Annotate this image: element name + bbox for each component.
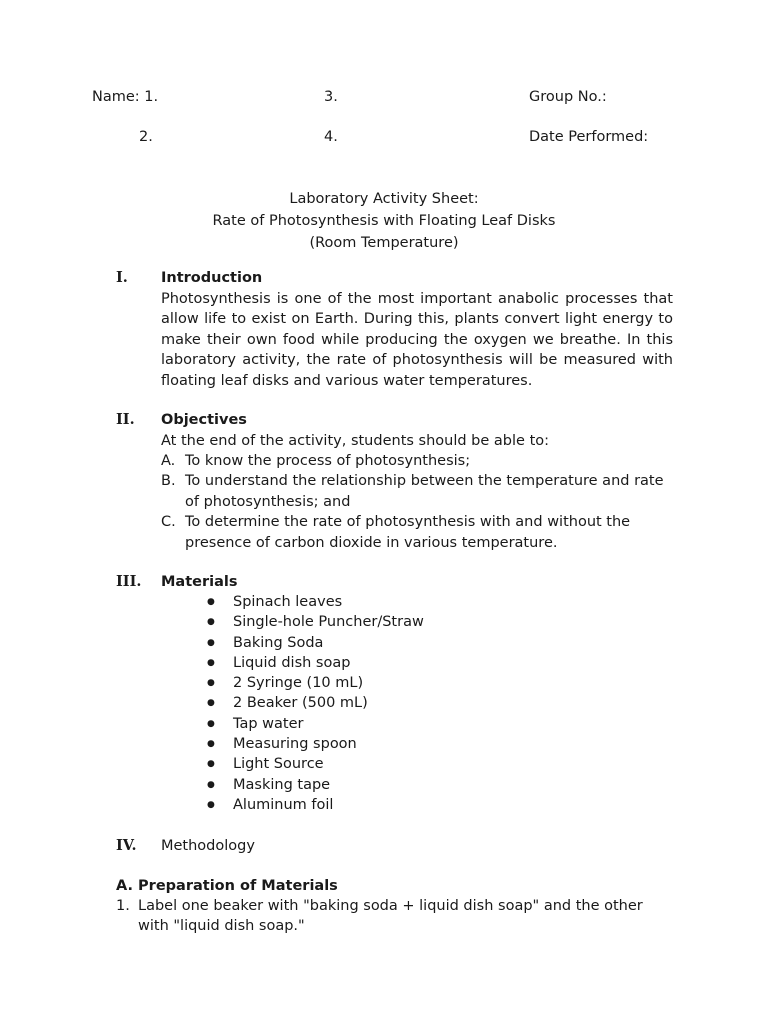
bullet-icon: ● <box>207 678 215 689</box>
section-heading-introduction: Introduction <box>161 270 263 286</box>
material-name: Spinach leaves <box>233 594 343 610</box>
list-item-label: C. <box>161 514 176 531</box>
bullet-icon: ● <box>207 799 215 810</box>
objectives-list <box>161 451 673 553</box>
step-text: Label one beaker with "baking soda + liquid dish soap" and the other with "liquid dish soap." <box>138 898 643 935</box>
list-item <box>205 795 424 815</box>
list-item-text: To determine the rate of photosynthesis with and without the presence of carbon dioxide in various temperature. <box>185 514 631 551</box>
list-item-text: To understand the relationship between the temperature and rate of photosynthesis; and <box>185 473 664 510</box>
section-numeral-materials: III. <box>116 573 142 590</box>
list-item-label: A. <box>161 453 176 469</box>
member-2-label: 2. <box>139 129 153 145</box>
title-line-3: (Room Temperature) <box>309 235 459 251</box>
bullet-icon: ● <box>207 759 215 770</box>
material-name: Tap water <box>233 715 304 732</box>
material-name: Baking Soda <box>233 634 324 651</box>
list-item <box>205 714 424 734</box>
bullet-icon: ● <box>207 597 215 607</box>
group-number-label: Group No.: <box>529 89 607 105</box>
section-numeral-introduction: I. <box>116 269 128 286</box>
material-name: 2 Syringe (10 mL) <box>233 675 364 692</box>
objectives-intro: At the end of the activity, students should be able to: <box>161 433 550 449</box>
bullet-icon: ● <box>207 637 215 648</box>
member-4-label: 4. <box>324 129 338 145</box>
section-heading-materials: Materials <box>161 574 238 590</box>
section-heading-objectives: Objectives <box>161 412 247 428</box>
list-item <box>205 693 424 713</box>
material-name: Light Source <box>233 756 324 773</box>
material-name: Measuring spoon <box>233 736 357 753</box>
list-item <box>116 896 676 937</box>
list-item-text: To know the process of photosynthesis; <box>185 453 471 469</box>
list-item <box>205 754 424 774</box>
list-item-label: B. <box>161 473 176 490</box>
list-item <box>205 653 424 673</box>
bullet-icon: ● <box>207 718 215 729</box>
list-item <box>205 775 424 795</box>
material-name: Aluminum foil <box>233 796 334 813</box>
section-heading-methodology: Methodology <box>161 838 255 854</box>
title-line-2: Rate of Photosynthesis with Floating Leaf Disks <box>212 213 556 229</box>
bullet-icon: ● <box>207 698 215 709</box>
list-item <box>205 673 424 693</box>
list-item <box>205 734 424 754</box>
introduction-paragraph: Photosynthesis is one of the most important anabolic processes that allow life to exist on Earth. During this, plants convert light energy to make their own food while producing the oxygen we breathe. In this laboratory activity, the rate of photosynthesis will be measured with floating leaf disks and various water temperatures. <box>161 291 673 389</box>
section-numeral-objectives: II. <box>116 411 135 428</box>
list-item <box>205 592 424 612</box>
material-name: Single-hole Puncher/Straw <box>233 614 424 631</box>
bullet-icon: ● <box>207 657 215 668</box>
list-item <box>205 612 424 632</box>
name-label: Name: 1. <box>92 89 159 105</box>
material-name: 2 Beaker (500 mL) <box>233 695 368 712</box>
list-item <box>161 451 673 471</box>
section-numeral-methodology: IV. <box>116 837 137 854</box>
list-item <box>161 512 673 553</box>
bullet-icon: ● <box>207 739 215 750</box>
bullet-icon: ● <box>207 779 215 790</box>
step-number: 1. <box>116 898 130 914</box>
subsection-heading-preparation: A. Preparation of Materials <box>116 878 338 894</box>
material-name: Masking tape <box>233 776 331 793</box>
bullet-icon: ● <box>207 617 215 628</box>
member-3-label: 3. <box>324 89 338 105</box>
date-performed-label: Date Performed: <box>529 129 649 145</box>
list-item <box>205 633 424 653</box>
materials-list <box>205 592 424 815</box>
title-line-1: Laboratory Activity Sheet: <box>289 191 479 207</box>
material-name: Liquid dish soap <box>233 654 351 671</box>
list-item <box>161 471 673 512</box>
preparation-steps <box>116 896 676 937</box>
activity-title <box>0 188 768 254</box>
